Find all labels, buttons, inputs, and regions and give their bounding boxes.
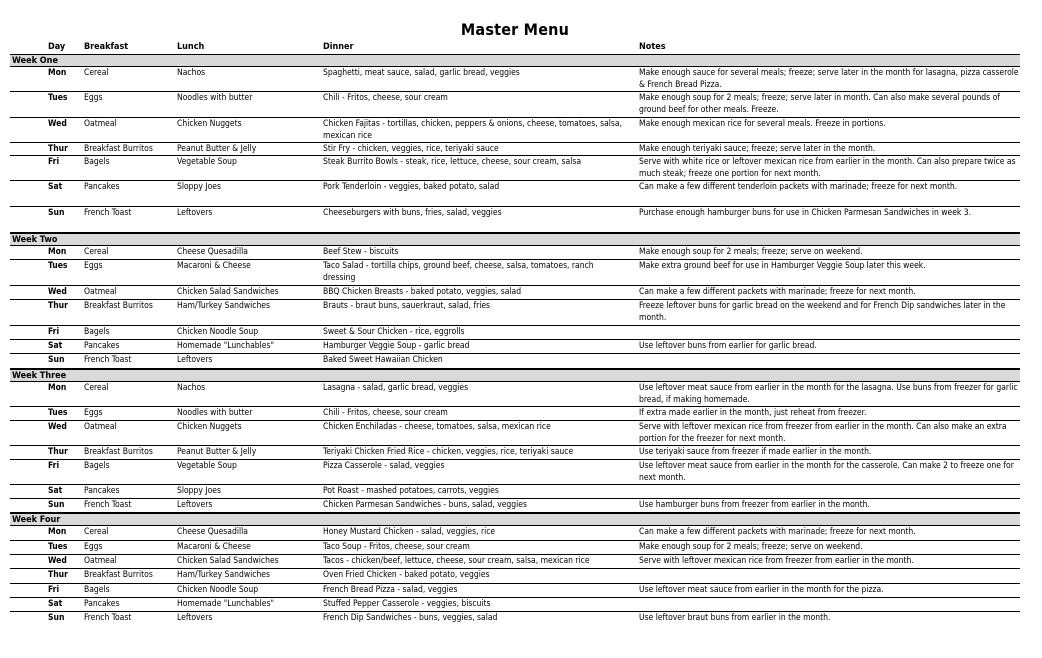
notes-cell: Make enough soup for 2 meals; freeze; serve on weekend. xyxy=(639,542,863,552)
header-notes: Notes xyxy=(639,42,666,52)
lunch-cell: Peanut Butter & Jelly xyxy=(177,144,257,154)
day-cell: Wed xyxy=(48,287,67,297)
lunch-cell: Noodles with butter xyxy=(177,408,253,418)
lunch-cell: Nachos xyxy=(177,68,206,78)
breakfast-cell: Oatmeal xyxy=(84,556,117,566)
notes-cell: If extra made earlier in the month, just reheat from freezer. xyxy=(639,408,867,418)
day-cell: Tues xyxy=(48,93,68,103)
dinner-cell: Baked Sweet Hawaiian Chicken xyxy=(323,355,443,365)
notes-cell: Make extra ground beef for use in Hamburger Veggie Soup later this week. xyxy=(639,261,926,271)
menu-row xyxy=(10,612,1020,626)
day-cell: Sun xyxy=(48,355,65,365)
day-cell: Fri xyxy=(48,157,60,167)
breakfast-cell: Eggs xyxy=(84,93,103,103)
notes-cell: Use hamburger buns from freezer from earlier in the month. xyxy=(639,500,870,510)
menu-row xyxy=(10,300,1020,326)
breakfast-cell: Cereal xyxy=(84,383,109,393)
day-cell: Tues xyxy=(48,408,68,418)
week-header: Week Four xyxy=(10,513,1020,526)
day-cell: Thur xyxy=(48,301,68,311)
dinner-cell: Spaghetti, meat sauce, salad, garlic bread, veggies xyxy=(323,68,520,78)
menu-row xyxy=(10,181,1020,207)
breakfast-cell: Pancakes xyxy=(84,486,120,496)
menu-row xyxy=(10,354,1020,369)
menu-row xyxy=(10,541,1020,555)
dinner-cell: Brauts - braut buns, sauerkraut, salad, fries xyxy=(323,301,491,311)
dinner-cell: Chicken Parmesan Sandwiches - buns, salad, veggies xyxy=(323,500,527,510)
lunch-cell: Peanut Butter & Jelly xyxy=(177,447,257,457)
day-cell: Wed xyxy=(48,556,67,566)
lunch-cell: Chicken Noodle Soup xyxy=(177,327,259,337)
menu-row xyxy=(10,156,1020,181)
breakfast-cell: Oatmeal xyxy=(84,119,117,129)
menu-row xyxy=(10,118,1020,143)
breakfast-cell: Bagels xyxy=(84,461,110,471)
day-cell: Sun xyxy=(48,500,65,510)
menu-row xyxy=(10,143,1020,156)
breakfast-cell: French Toast xyxy=(84,208,132,218)
breakfast-cell: Breakfast Burritos xyxy=(84,301,153,311)
menu-row xyxy=(10,485,1020,499)
lunch-cell: Chicken Nuggets xyxy=(177,119,242,129)
day-cell: Sat xyxy=(48,486,63,496)
notes-cell: Purchase enough hamburger buns for use in Chicken Parmesan Sandwiches in week 3. xyxy=(639,208,972,218)
lunch-cell: Chicken Nuggets xyxy=(177,422,242,432)
page-title: Master Menu xyxy=(460,20,570,39)
notes-cell: Use teriyaki sauce from freezer if made earlier in the month. xyxy=(639,447,872,457)
lunch-cell: Leftovers xyxy=(177,355,213,365)
menu-row xyxy=(10,460,1020,485)
lunch-cell: Homemade "Lunchables" xyxy=(177,341,274,351)
dinner-cell: Cheeseburgers with buns, fries, salad, veggies xyxy=(323,208,502,218)
lunch-cell: Macaroni & Cheese xyxy=(177,542,251,552)
day-cell: Thur xyxy=(48,570,68,580)
lunch-cell: Chicken Noodle Soup xyxy=(177,585,259,595)
header-dinner: Dinner xyxy=(323,42,354,52)
week-header: Week One xyxy=(10,54,1020,67)
notes-cell: Can make a few different packets with marinade; freeze for next month. xyxy=(639,527,916,537)
breakfast-cell: Breakfast Burritos xyxy=(84,447,153,457)
lunch-cell: Vegetable Soup xyxy=(177,461,237,471)
day-cell: Mon xyxy=(48,383,67,393)
menu-row xyxy=(10,340,1020,354)
breakfast-cell: Eggs xyxy=(84,261,103,271)
dinner-cell: Chicken Enchiladas - cheese, tomatoes, salsa, mexican rice xyxy=(323,422,551,432)
dinner-cell: Chili - Fritos, cheese, sour cream xyxy=(323,93,448,103)
menu-row xyxy=(10,92,1020,118)
day-cell: Tues xyxy=(48,261,68,271)
breakfast-cell: Bagels xyxy=(84,327,110,337)
menu-row xyxy=(10,598,1020,612)
breakfast-cell: Breakfast Burritos xyxy=(84,570,153,580)
notes-cell: Use leftover meat sauce from earlier in the month for the casserole. Can make 2 to freeze one for next month. xyxy=(639,461,1014,483)
breakfast-cell: Breakfast Burritos xyxy=(84,144,153,154)
day-cell: Sun xyxy=(48,613,65,623)
breakfast-cell: Pancakes xyxy=(84,341,120,351)
dinner-cell: French Dip Sandwiches - buns, veggies, salad xyxy=(323,613,498,623)
menu-table xyxy=(10,54,1020,626)
lunch-cell: Cheese Quesadilla xyxy=(177,247,248,257)
day-cell: Tues xyxy=(48,542,68,552)
breakfast-cell: French Toast xyxy=(84,613,132,623)
notes-cell: Use leftover braut buns from earlier in the month. xyxy=(639,613,831,623)
lunch-cell: Ham/Turkey Sandwiches xyxy=(177,301,270,311)
lunch-cell: Noodles with butter xyxy=(177,93,253,103)
dinner-cell: Pot Roast - mashed potatoes, carrots, veggies xyxy=(323,486,499,496)
notes-cell: Serve with leftover mexican rice from freezer from earlier in the month. xyxy=(639,556,914,566)
menu-row xyxy=(10,499,1020,513)
dinner-cell: Teriyaki Chicken Fried Rice - chicken, veggies, rice, teriyaki sauce xyxy=(323,447,574,457)
menu-row xyxy=(10,446,1020,460)
menu-row xyxy=(10,407,1020,421)
dinner-cell: Stir Fry - chicken, veggies, rice, teriyaki sauce xyxy=(323,144,499,154)
dinner-cell: Chili - Fritos, cheese, sour cream xyxy=(323,408,448,418)
day-cell: Wed xyxy=(48,119,67,129)
breakfast-cell: French Toast xyxy=(84,500,132,510)
dinner-cell: Tacos - chicken/beef, lettuce, cheese, sour cream, salsa, mexican rice xyxy=(323,556,590,566)
dinner-cell: Lasagna - salad, garlic bread, veggies xyxy=(323,383,469,393)
day-cell: Mon xyxy=(48,68,67,78)
menu-row xyxy=(10,555,1020,569)
breakfast-cell: Bagels xyxy=(84,157,110,167)
header-day: Day xyxy=(48,42,66,52)
dinner-cell: Stuffed Pepper Casserole - veggies, biscuits xyxy=(323,599,491,609)
notes-cell: Make enough soup for 2 meals; freeze; serve later in month. Can also make several pounds of ground beef for other meals. Freeze. xyxy=(639,93,1000,115)
notes-cell: Make enough sauce for several meals; freeze; serve later in the month for lasagna, pizza casserole & French Bread Pizza. xyxy=(639,68,1019,90)
week-header: Week Two xyxy=(10,233,1020,246)
notes-cell: Freeze leftover buns for garlic bread on the weekend and for French Dip sandwiches later in the month. xyxy=(639,301,1006,323)
dinner-cell: Sweet & Sour Chicken - rice, eggrolls xyxy=(323,327,465,337)
notes-cell: Use leftover meat sauce from earlier in the month for the pizza. xyxy=(639,585,884,595)
breakfast-cell: Cereal xyxy=(84,527,109,537)
dinner-cell: Honey Mustard Chicken - salad, veggies, rice xyxy=(323,527,496,537)
lunch-cell: Ham/Turkey Sandwiches xyxy=(177,570,270,580)
lunch-cell: Cheese Quesadilla xyxy=(177,527,248,537)
week-header: Week Three xyxy=(10,369,1020,382)
breakfast-cell: French Toast xyxy=(84,355,132,365)
notes-cell: Make enough mexican rice for several meals. Freeze in portions. xyxy=(639,119,886,129)
menu-row xyxy=(10,260,1020,286)
lunch-cell: Homemade "Lunchables" xyxy=(177,599,274,609)
breakfast-cell: Cereal xyxy=(84,247,109,257)
day-cell: Sat xyxy=(48,599,63,609)
dinner-cell: French Bread Pizza - salad, veggies xyxy=(323,585,458,595)
breakfast-cell: Cereal xyxy=(84,68,109,78)
notes-cell: Can make a few different packets with marinade; freeze for next month. xyxy=(639,287,916,297)
dinner-cell: Beef Stew - biscuits xyxy=(323,247,399,257)
notes-cell: Make enough teriyaki sauce; freeze; serve later in the month. xyxy=(639,144,876,154)
dinner-cell: Hamburger Veggie Soup - garlic bread xyxy=(323,341,470,351)
breakfast-cell: Pancakes xyxy=(84,182,120,192)
breakfast-cell: Oatmeal xyxy=(84,287,117,297)
lunch-cell: Leftovers xyxy=(177,500,213,510)
dinner-cell: Steak Burrito Bowls - steak, rice, lettuce, cheese, sour cream, salsa xyxy=(323,157,582,167)
day-cell: Sat xyxy=(48,182,63,192)
menu-row xyxy=(10,326,1020,340)
breakfast-cell: Eggs xyxy=(84,408,103,418)
menu-row xyxy=(10,67,1020,92)
menu-row xyxy=(10,421,1020,446)
breakfast-cell: Oatmeal xyxy=(84,422,117,432)
menu-row xyxy=(10,382,1020,407)
menu-row xyxy=(10,584,1020,598)
lunch-cell: Sloppy Joes xyxy=(177,182,221,192)
menu-row xyxy=(10,286,1020,300)
notes-cell: Serve with leftover mexican rice from freezer from earlier in the month. Can also make an extra portion for the freezer for next month. xyxy=(639,422,1007,444)
breakfast-cell: Eggs xyxy=(84,542,103,552)
day-cell: Fri xyxy=(48,327,60,337)
header-breakfast: Breakfast xyxy=(84,42,129,52)
menu-row xyxy=(10,207,1020,233)
lunch-cell: Nachos xyxy=(177,383,206,393)
day-cell: Fri xyxy=(48,461,60,471)
dinner-cell: Pork Tenderloin - veggies, baked potato, salad xyxy=(323,182,500,192)
header-lunch: Lunch xyxy=(177,42,205,52)
dinner-cell: Oven Fried Chicken - baked potato, veggies xyxy=(323,570,490,580)
lunch-cell: Sloppy Joes xyxy=(177,486,221,496)
day-cell: Thur xyxy=(48,144,68,154)
breakfast-cell: Bagels xyxy=(84,585,110,595)
dinner-cell: BBQ Chicken Breasts - baked potato, veggies, salad xyxy=(323,287,522,297)
lunch-cell: Leftovers xyxy=(177,208,213,218)
lunch-cell: Leftovers xyxy=(177,613,213,623)
lunch-cell: Macaroni & Cheese xyxy=(177,261,251,271)
menu-row xyxy=(10,246,1020,260)
day-cell: Wed xyxy=(48,422,67,432)
breakfast-cell: Pancakes xyxy=(84,599,120,609)
notes-cell: Use leftover meat sauce from earlier in the month for the lasagna. Use buns from freezer for garlic bread, if making homemade. xyxy=(639,383,1018,405)
dinner-cell: Chicken Fajitas - tortillas, chicken, peppers & onions, cheese, tomatoes, salsa, mexican rice xyxy=(323,119,622,141)
lunch-cell: Chicken Salad Sandwiches xyxy=(177,556,279,566)
dinner-cell: Pizza Casserole - salad, veggies xyxy=(323,461,445,471)
notes-cell: Make enough soup for 2 meals; freeze; serve on weekend. xyxy=(639,247,863,257)
dinner-cell: Taco Salad - tortilla chips, ground beef, cheese, salsa, tomatoes, ranch dressing xyxy=(323,261,594,283)
day-cell: Sat xyxy=(48,341,63,351)
notes-cell: Serve with white rice or leftover mexican rice from earlier in the month. Can also prepare twice as much steak; freeze one portion for next month. xyxy=(639,157,1016,179)
lunch-cell: Vegetable Soup xyxy=(177,157,237,167)
menu-row xyxy=(10,569,1020,584)
day-cell: Mon xyxy=(48,247,67,257)
day-cell: Thur xyxy=(48,447,68,457)
day-cell: Sun xyxy=(48,208,65,218)
menu-row xyxy=(10,526,1020,541)
day-cell: Mon xyxy=(48,527,67,537)
notes-cell: Can make a few different tenderloin packets with marinade; freeze for next month. xyxy=(639,182,958,192)
dinner-cell: Taco Soup - Fritos, cheese, sour cream xyxy=(323,542,470,552)
day-cell: Fri xyxy=(48,585,60,595)
notes-cell: Use leftover buns from earlier for garlic bread. xyxy=(639,341,817,351)
lunch-cell: Chicken Salad Sandwiches xyxy=(177,287,279,297)
